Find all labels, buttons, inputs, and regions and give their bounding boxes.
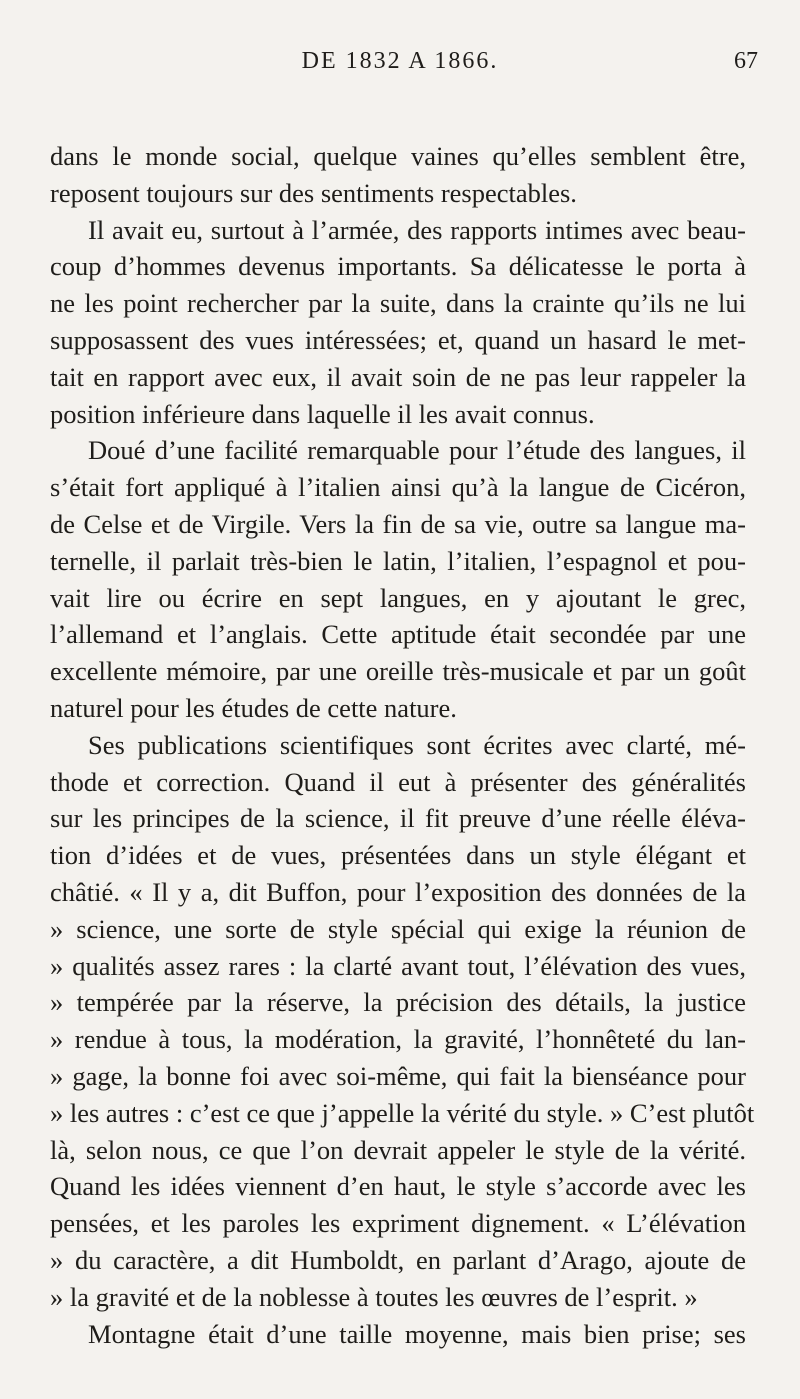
text-line: dans le monde social, quelque vaines qu’elles semblent être, [50, 141, 746, 171]
running-head [0, 48, 800, 82]
text-line: s’était fort appliqué à l’italien ainsi qu’à la langue de Cicéron, [50, 472, 746, 503]
text-line: Quand les idées viennent d’en haut, le style s’accorde avec les [50, 1171, 746, 1202]
quote-line: » les autres : c’est ce que j’appelle la vérité du style. » C’est plutôt [50, 1097, 755, 1128]
text-line: naturel pour les études de cette nature. [50, 692, 457, 723]
text-line: reposent toujours sur des sentiments respectables. [50, 177, 577, 208]
body-text [50, 138, 755, 1352]
text-line: ternelle, il parlait très-bien le latin, l’italien, l’espagnol et pou- [50, 545, 746, 576]
text-line: l’allemand et l’anglais. Cette aptitude était secondée par une [50, 619, 746, 650]
text-line: de Celse et de Virgile. Vers la fin de sa vie, outre sa langue ma- [50, 508, 746, 539]
paragraph-start-line: Montagne était d’une taille moyenne, mais bien prise; ses [88, 1318, 746, 1349]
quote-line: » gage, la bonne foi avec soi-même, qui fait la bienséance pour [50, 1060, 746, 1091]
text-line: là, selon nous, ce que l’on devrait appeler le style de la vérité. [50, 1134, 746, 1165]
text-line: pensées, et les paroles les expriment dignement. « L’élévation [50, 1208, 746, 1239]
text-line: tait en rapport avec eux, il avait soin de ne pas leur rappeler la [50, 361, 746, 392]
page-number: 67 [734, 48, 758, 74]
running-title: DE 1832 A 1866. [301, 48, 499, 74]
text-line: excellente mémoire, par une oreille très-musicale et par un goût [50, 656, 746, 687]
text-line: vait lire ou écrire en sept langues, en y ajoutant le grec, [50, 582, 746, 613]
quote-line: » qualités assez rares : la clarté avant tout, l’élévation des vues, [50, 950, 746, 981]
text-line: châtié. « Il y a, dit Buffon, pour l’exposition des données de la [50, 876, 746, 907]
text-line: position inférieure dans laquelle il les avait connus. [50, 398, 595, 429]
text-line: sur les principes de la science, il fit preuve d’une réelle éléva- [50, 803, 746, 834]
quote-line: » tempérée par la réserve, la précision des détails, la justice [50, 987, 746, 1018]
quote-line: » du caractère, a dit Humboldt, en parlant d’Arago, ajoute de [50, 1244, 746, 1275]
text-line: supposassent des vues intéressées; et, quand un hasard le met- [50, 324, 746, 355]
text-line: coup d’hommes devenus importants. Sa délicatesse le porta à [50, 251, 746, 282]
quote-line: » la gravité et de la noblesse à toutes les œuvres de l’esprit. » [50, 1281, 698, 1312]
quote-line: » science, une sorte de style spécial qui exige la réunion de [50, 913, 746, 944]
paragraph-start-line: Il avait eu, surtout à l’armée, des rapports intimes avec beau- [88, 214, 746, 245]
text-line: thode et correction. Quand il eut à présenter des généralités [50, 766, 746, 797]
quote-line: » rendue à tous, la modération, la gravité, l’honnêteté du lan- [50, 1024, 746, 1055]
paragraph-start-line: Doué d’une facilité remarquable pour l’étude des langues, il [88, 435, 746, 466]
text-line: tion d’idées et de vues, présentées dans un style élégant et [50, 840, 746, 871]
paragraph-start-line: Ses publications scientifiques sont écrites avec clarté, mé- [88, 729, 746, 760]
text-line: ne les point rechercher par la suite, dans la crainte qu’ils ne lui [50, 288, 746, 319]
